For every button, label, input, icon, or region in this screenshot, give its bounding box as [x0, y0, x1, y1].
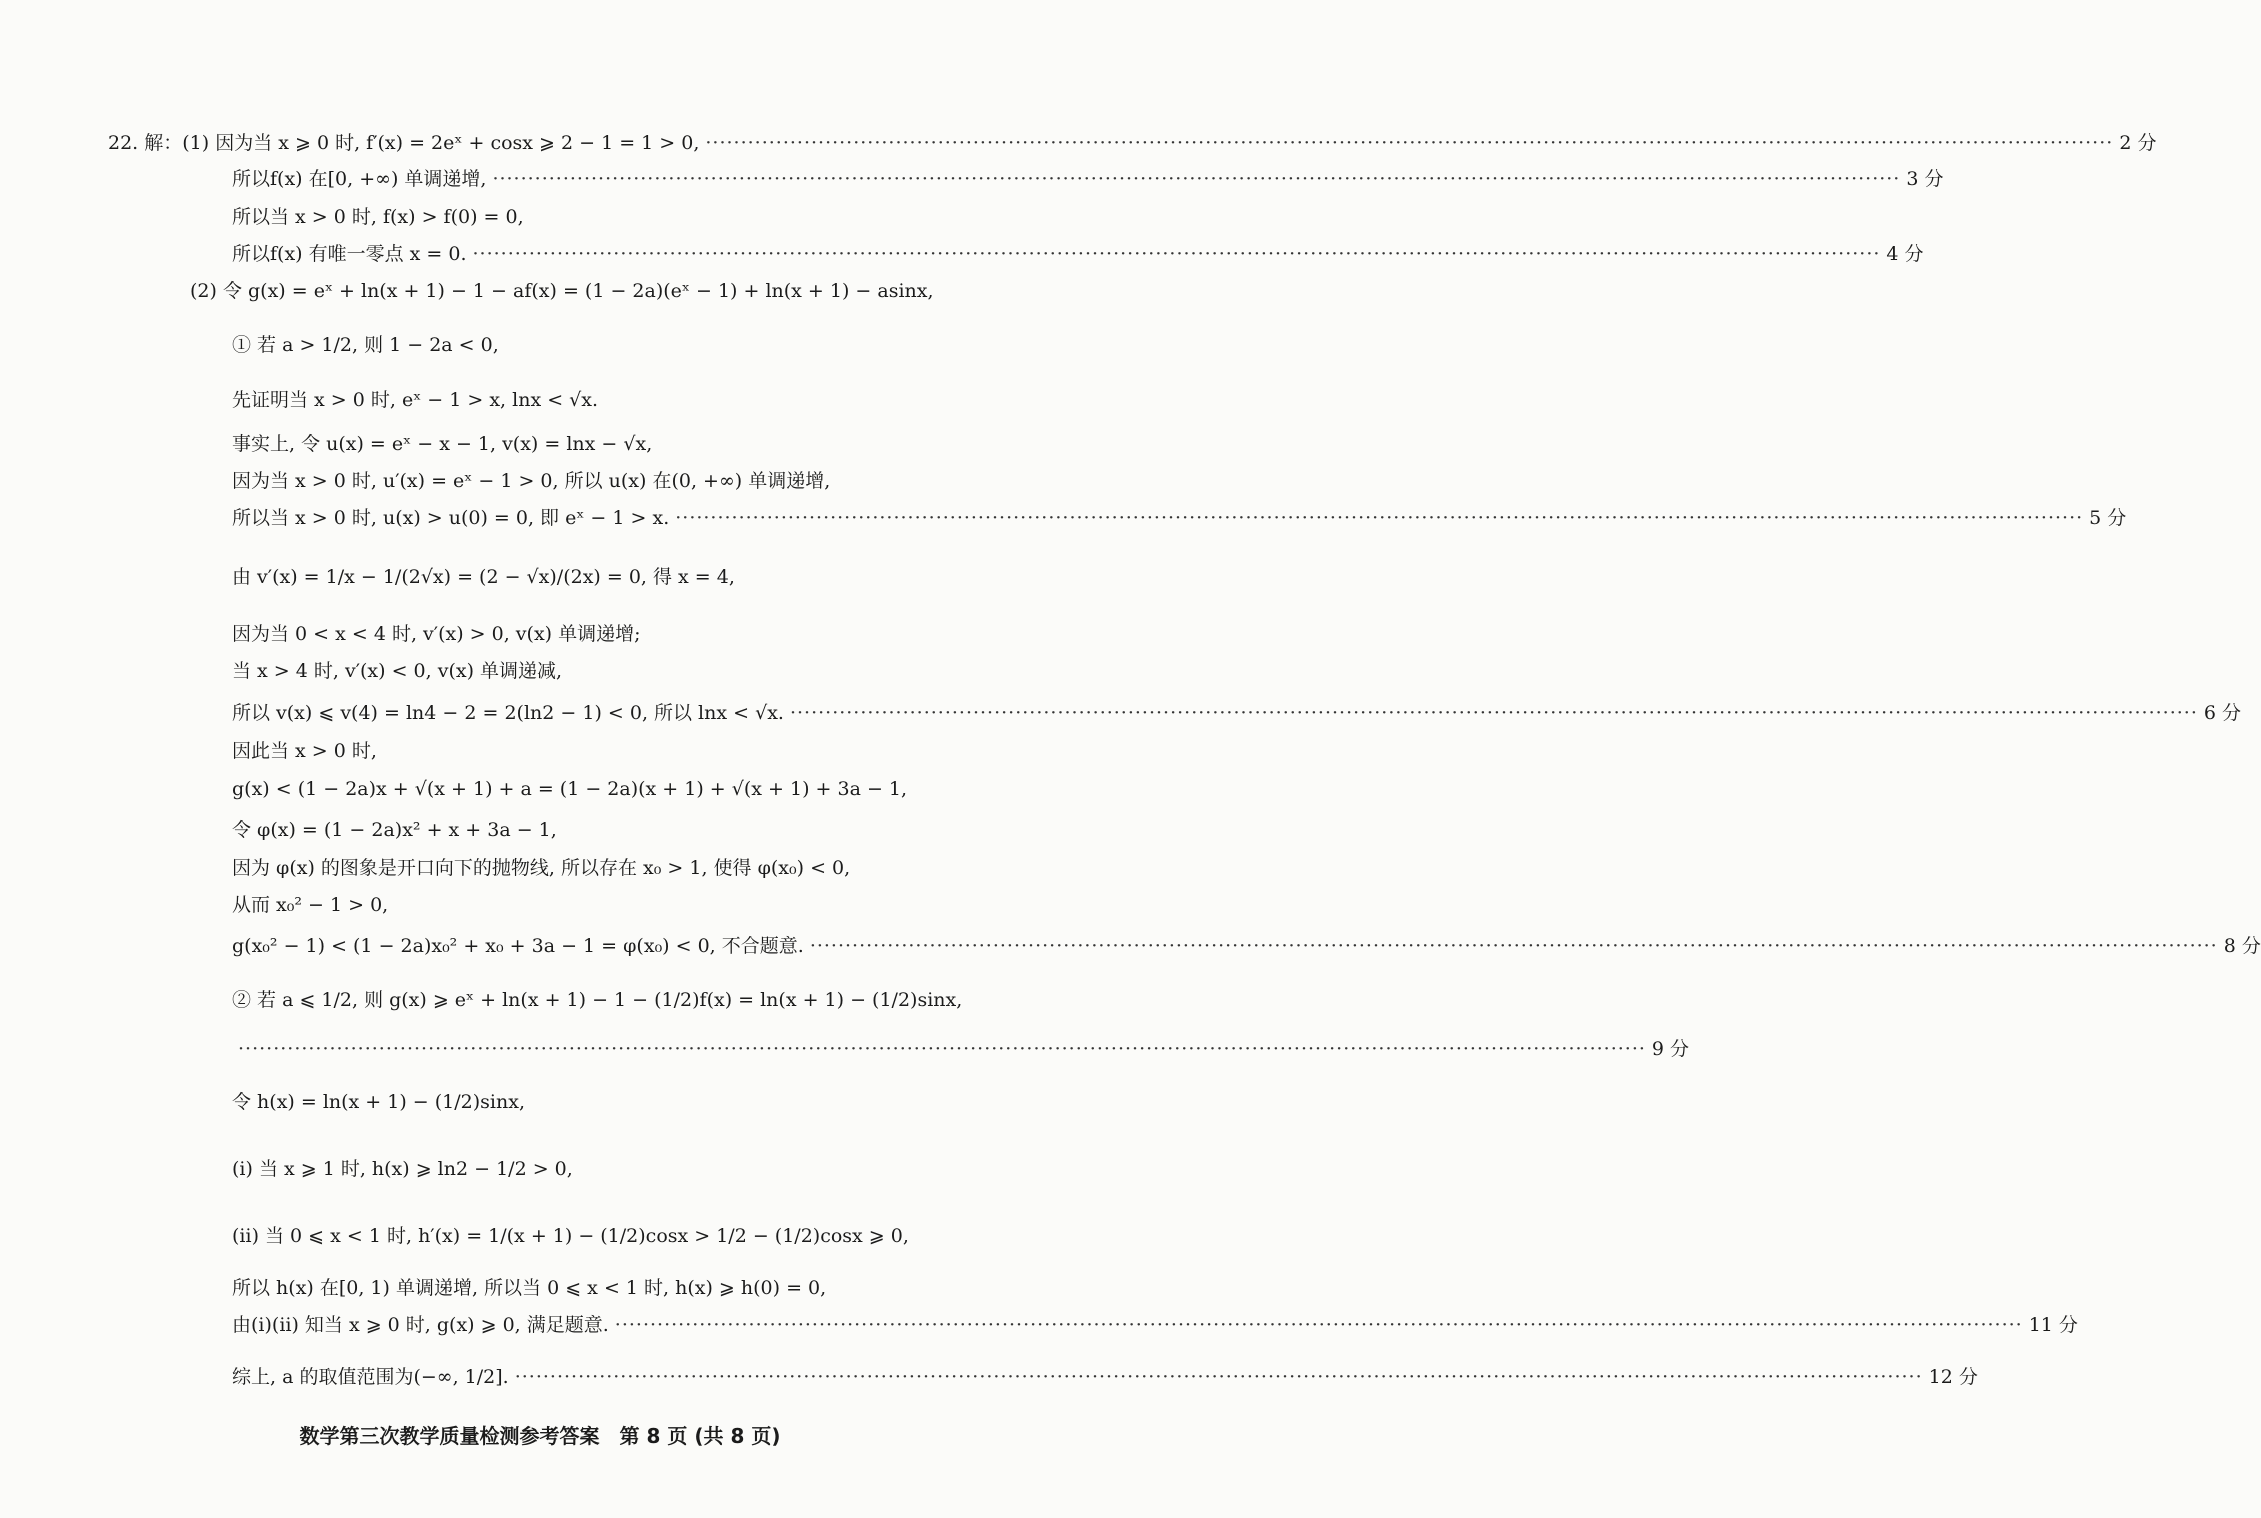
score-mark: 11 分: [2028, 1314, 2078, 1336]
solution-line: 所以当 x > 0 时, f(x) > f(0) = 0,: [232, 206, 524, 228]
solution-line: 因为当 x > 0 时, u′(x) = eˣ − 1 > 0, 所以 u(x) 在(0, +∞) 单调递增,: [232, 470, 831, 492]
dot-leader: ········································································································································································································: [472, 243, 1881, 265]
solution-line: 令 h(x) = ln(x + 1) − (1/2)sinx,: [232, 1091, 525, 1113]
score-mark: 12 分: [1928, 1366, 1978, 1388]
dot-leader: ········································································································································································································: [238, 1038, 1646, 1060]
dot-leader: ········································································································································································································: [809, 935, 2218, 957]
solution-line: 从而 x₀² − 1 > 0,: [232, 894, 389, 916]
score-mark: 4 分: [1886, 243, 1924, 265]
score-mark: 3 分: [1906, 168, 1944, 190]
dot-leader: ········································································································································································································: [614, 1314, 2023, 1336]
line-text: g(x₀² − 1) < (1 − 2a)x₀² + x₀ + 3a − 1 = φ(x₀) < 0, 不合题意.: [232, 935, 804, 957]
solution-line: [232, 1034, 1690, 1061]
solution-line: 由 v′(x) = 1/x − 1/(2√x) = (2 − √x)/(2x) = 0, 得 x = 4,: [232, 566, 735, 588]
solution-line: (ⅰ) 当 x ⩾ 1 时, h(x) ⩾ ln2 − 1/2 > 0,: [232, 1158, 573, 1180]
score-mark: 9 分: [1651, 1038, 1690, 1060]
solution-line: (ⅱ) 当 0 ⩽ x < 1 时, h′(x) = 1/(x + 1) − (1/2)cosx > 1/2 − (1/2)cosx ⩾ 0,: [232, 1225, 909, 1247]
solution-line: ② 若 a ⩽ 1/2, 则 g(x) ⩾ eˣ + ln(x + 1) − 1 − (1/2)f(x) = ln(x + 1) − (1/2)sinx,: [232, 989, 963, 1011]
solution-line: (2) 令 g(x) = eˣ + ln(x + 1) − 1 − af(x) = (1 − 2a)(eˣ − 1) + ln(x + 1) − asinx,: [190, 280, 934, 302]
line-text: 所以f(x) 有唯一零点 x = 0.: [232, 243, 467, 265]
dot-leader: ········································································································································································································: [675, 507, 2084, 529]
score-mark: 5 分: [2089, 507, 2127, 529]
solution-line: [232, 503, 2127, 530]
dot-leader: ········································································································································································································: [789, 702, 2198, 724]
solution-line: ① 若 a > 1/2, 则 1 − 2a < 0,: [232, 334, 499, 356]
solution-line: [232, 931, 2261, 958]
dot-leader: ········································································································································································································: [492, 168, 1901, 190]
solution-line: [232, 164, 1944, 191]
dot-leader: ········································································································································································································: [705, 132, 2114, 154]
solution-line: [108, 128, 2157, 155]
line-text: 所以当 x > 0 时, u(x) > u(0) = 0, 即 eˣ − 1 > x.: [232, 507, 670, 529]
score-mark: 6 分: [2203, 702, 2242, 724]
score-mark: 2 分: [2119, 132, 2157, 154]
line-text: 22. 解：(1) 因为当 x ⩾ 0 时, f′(x) = 2eˣ + cosx ⩾ 2 − 1 = 1 > 0,: [108, 132, 700, 154]
line-text: 所以f(x) 在[0, +∞) 单调递增,: [232, 168, 487, 190]
solution-line: 因为当 0 < x < 4 时, v′(x) > 0, v(x) 单调递增;: [232, 623, 641, 645]
solution-line: 因此当 x > 0 时,: [232, 740, 377, 762]
line-text: 综上, a 的取值范围为(−∞, 1/2].: [232, 1366, 509, 1388]
solution-line: 所以 h(x) 在[0, 1) 单调递增, 所以当 0 ⩽ x < 1 时, h(x) ⩾ h(0) = 0,: [232, 1277, 827, 1299]
solution-line: [232, 698, 2242, 725]
solution-line: [232, 239, 1924, 266]
dot-leader: ········································································································································································································: [514, 1366, 1923, 1388]
score-mark: 8 分: [2223, 935, 2261, 957]
line-text: 由(ⅰ)(ⅱ) 知当 x ⩾ 0 时, g(x) ⩾ 0, 满足题意.: [232, 1314, 609, 1336]
solution-line: [232, 1362, 1978, 1389]
page-footer: 数学第三次教学质量检测参考答案 第 8 页 (共 8 页): [299, 1424, 781, 1448]
solution-line: 先证明当 x > 0 时, eˣ − 1 > x, lnx < √x.: [232, 389, 599, 411]
solution-line: 因为 φ(x) 的图象是开口向下的抛物线, 所以存在 x₀ > 1, 使得 φ(x₀) < 0,: [232, 857, 851, 879]
solution-line: 令 φ(x) = (1 − 2a)x² + x + 3a − 1,: [232, 819, 557, 841]
solution-line: 当 x > 4 时, v′(x) < 0, v(x) 单调递减,: [232, 660, 563, 682]
solution-line: 事实上, 令 u(x) = eˣ − x − 1, v(x) = lnx − √x,: [232, 433, 653, 455]
solution-line: [232, 1310, 2078, 1337]
solution-line: g(x) < (1 − 2a)x + √(x + 1) + a = (1 − 2a)(x + 1) + √(x + 1) + 3a − 1,: [232, 778, 908, 800]
line-text: 所以 v(x) ⩽ v(4) = ln4 − 2 = 2(ln2 − 1) < 0, 所以 lnx < √x.: [232, 702, 784, 724]
